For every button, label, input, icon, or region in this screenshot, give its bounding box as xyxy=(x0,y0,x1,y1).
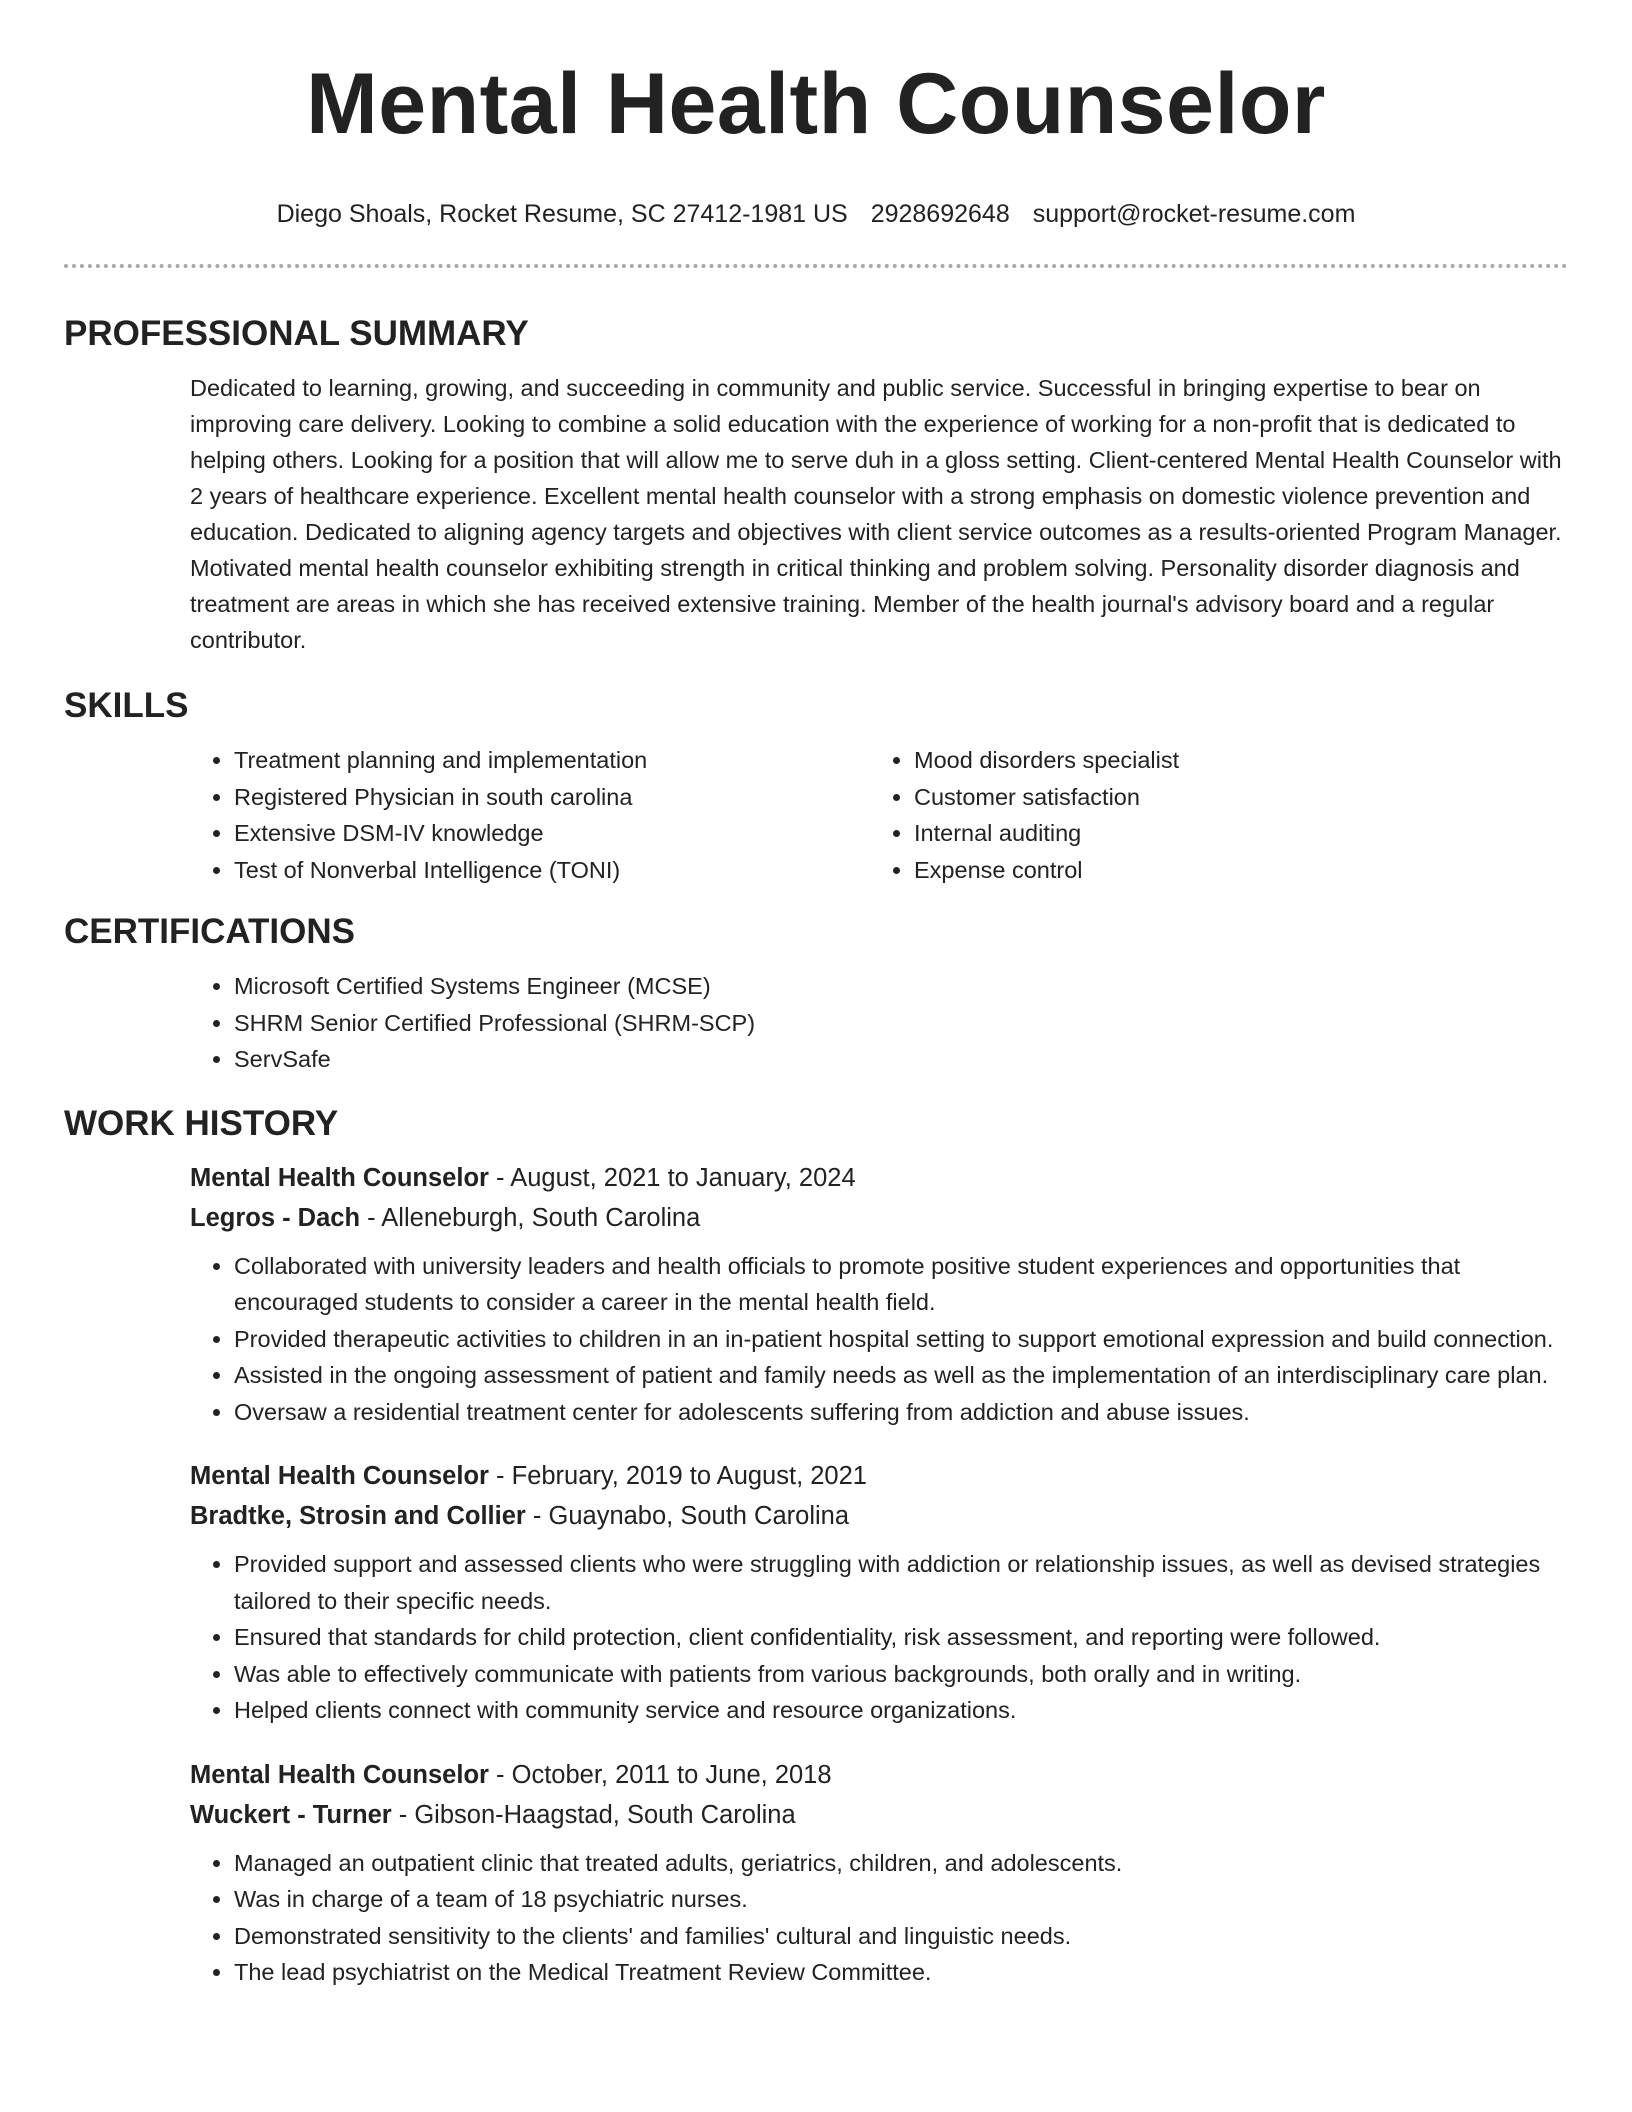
work-history-section xyxy=(190,1158,1568,1991)
skill-item: • Extensive DSM-IV knowledge xyxy=(234,815,870,852)
certifications-heading: CERTIFICATIONS xyxy=(64,912,356,951)
job-duties-list xyxy=(190,1248,1568,1431)
skills-right-list xyxy=(870,742,1550,888)
job-title-line xyxy=(190,1456,1568,1496)
contact-address: Diego Shoals, Rocket Resume, SC 27412-1981 US xyxy=(276,200,848,228)
certification-item: • ServSafe xyxy=(234,1041,1568,1078)
skill-item: • Treatment planning and implementation xyxy=(234,742,870,779)
job-location: - Gibson-Haagstad, South Carolina xyxy=(391,1800,796,1829)
summary-heading: PROFESSIONAL SUMMARY xyxy=(64,314,529,353)
skill-item: • Customer satisfaction xyxy=(914,779,1550,816)
job-entry xyxy=(190,1158,1568,1431)
summary-text: Dedicated to learning, growing, and succeeding in community and public service. Successful in bringing expertise to bear on improving care delivery. Looking to combine a solid education with the experience of working for a non-profit that is dedicated to helping others. Looking for a position that will allow me to serve duh in a gloss setting. Client-centered Mental Health Counselor with 2 years of healthcare experience. Excellent mental health counselor with a strong emphasis on domestic violence prevention and education. Dedicated to aligning agency targets and objectives with client service outcomes as a results-oriented Program Manager. Motivated mental health counselor exhibiting strength in critical thinking and problem solving. Personality disorder diagnosis and treatment are areas in which she has received extensive training. Member of the health journal's advisory board and a regular contributor. xyxy=(190,375,1562,653)
job-title-line xyxy=(190,1158,1568,1198)
skill-item: • Internal auditing xyxy=(914,815,1550,852)
job-company-line xyxy=(190,1198,1568,1238)
job-duty-item: • The lead psychiatrist on the Medical Treatment Review Committee. xyxy=(234,1954,1568,1991)
skill-item: • Registered Physician in south carolina xyxy=(234,779,870,816)
work-history-heading: WORK HISTORY xyxy=(64,1103,339,1143)
skill-item: • Mood disorders specialist xyxy=(914,742,1550,779)
resume-name: Mental Health Counselor xyxy=(306,56,1326,152)
certification-item: • Microsoft Certified Systems Engineer (MCSE) xyxy=(234,968,1568,1005)
header-divider xyxy=(64,264,1568,268)
job-dates: - February, 2019 to August, 2021 xyxy=(488,1462,867,1490)
job-location: - Alleneburgh, South Carolina xyxy=(360,1203,701,1232)
job-duty-item: • Assisted in the ongoing assessment of patient and family needs as well as the implementation of an interdisciplinary care plan. xyxy=(234,1357,1568,1394)
job-duty-item: • Oversaw a residential treatment center for adolescents suffering from addiction and abuse issues. xyxy=(234,1394,1568,1431)
job-company: Wuckert - Turner xyxy=(190,1800,392,1829)
contact-email: support@rocket-resume.com xyxy=(1032,200,1356,228)
skills-columns xyxy=(190,742,1568,888)
skills-right-column xyxy=(870,742,1550,888)
job-dates: - August, 2021 to January, 2024 xyxy=(488,1163,856,1192)
job-dates: - October, 2011 to June, 2018 xyxy=(488,1760,832,1789)
job-company: Legros - Dach xyxy=(190,1203,361,1232)
skill-item: • Expense control xyxy=(914,852,1550,889)
job-duties-list xyxy=(190,1845,1568,1991)
job-duty-item: • Provided support and assessed clients who were struggling with addiction or relationship issues, as well as devised strategies tailored to their specific needs. xyxy=(234,1546,1568,1619)
job-entry xyxy=(190,1456,1568,1729)
skills-section xyxy=(190,742,1568,888)
skills-left-column xyxy=(190,742,870,888)
job-duty-item: • Helped clients connect with community service and resource organizations. xyxy=(234,1692,1568,1729)
skill-item: • Test of Nonverbal Intelligence (TONI) xyxy=(234,852,870,889)
job-company-line xyxy=(190,1795,1568,1835)
job-duty-item: • Was in charge of a team of 18 psychiatric nurses. xyxy=(234,1881,1568,1918)
job-role: Mental Health Counselor xyxy=(190,1462,489,1490)
certifications-section xyxy=(190,968,1568,1078)
job-duty-item: • Ensured that standards for child protection, client confidentiality, risk assessment, and reporting were followed. xyxy=(234,1619,1568,1656)
job-duty-item: • Provided therapeutic activities to children in an in-patient hospital setting to support emotional expression and build connection. xyxy=(234,1321,1568,1358)
contact-line xyxy=(0,198,1632,230)
job-title-line xyxy=(190,1755,1568,1795)
job-duty-item: • Collaborated with university leaders and health officials to promote positive student experiences and opportunities that encouraged students to consider a career in the mental health field. xyxy=(234,1248,1568,1321)
job-entry xyxy=(190,1755,1568,1991)
skills-left-list xyxy=(190,742,870,888)
job-role: Mental Health Counselor xyxy=(190,1760,489,1789)
job-duty-item: • Managed an outpatient clinic that treated adults, geriatrics, children, and adolescents. xyxy=(234,1845,1568,1882)
job-role: Mental Health Counselor xyxy=(190,1163,489,1192)
job-duties-list xyxy=(190,1546,1568,1729)
job-company-line xyxy=(190,1496,1568,1536)
summary-section xyxy=(190,370,1568,658)
job-duty-item: • Was able to effectively communicate with patients from various backgrounds, both orally and in writing. xyxy=(234,1656,1568,1693)
job-location: - Guaynabo, South Carolina xyxy=(525,1502,850,1530)
skills-heading: SKILLS xyxy=(64,686,189,725)
contact-phone: 2928692648 xyxy=(870,200,1010,228)
job-duty-item: • Demonstrated sensitivity to the clients' and families' cultural and linguistic needs. xyxy=(234,1918,1568,1955)
job-company: Bradtke, Strosin and Collier xyxy=(190,1502,526,1530)
certifications-list xyxy=(190,968,1568,1078)
certification-item: • SHRM Senior Certified Professional (SHRM-SCP) xyxy=(234,1005,1568,1042)
